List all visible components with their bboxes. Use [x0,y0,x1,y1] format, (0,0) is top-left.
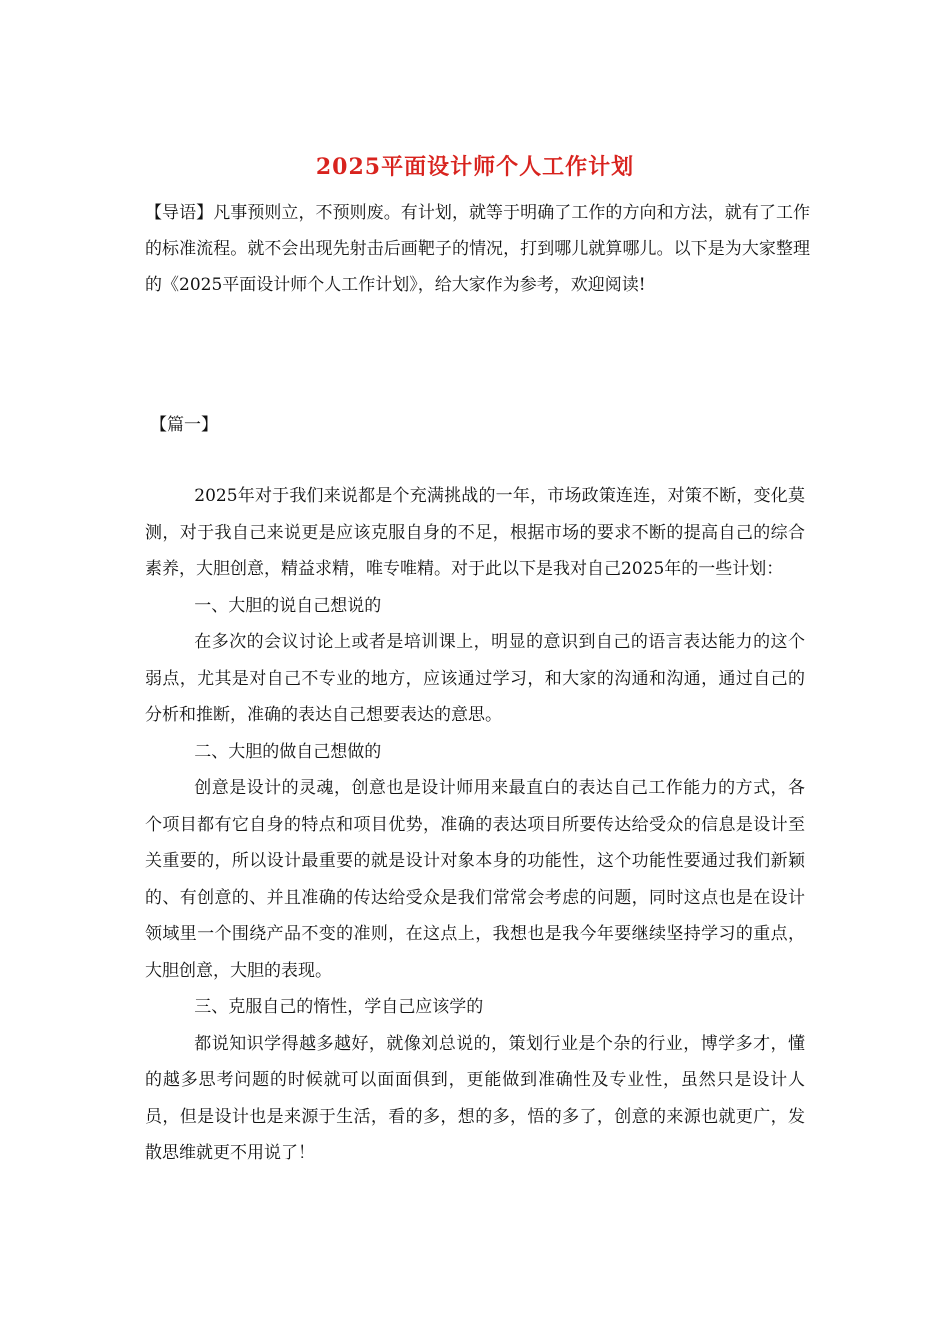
document-title: 2025平面设计师个人工作计划 [315,154,635,180]
section-heading: 一、大胆的说自己想说的 [194,595,382,616]
paragraph: 2025年对于我们来说都是个充满挑战的一年，市场政策连连，对策不断，变化莫测，对于我自己来说更是应该克服自身的不足，根据市场的要求不断的提高自己的综合素养，大胆创意，精益求精，唯专唯精。对于此以下是我对自己2025年的一些计划： [145,486,805,579]
section-heading: 二、大胆的做自己想做的 [194,741,382,762]
paragraph: 创意是设计的灵魂，创意也是设计师用来最直白的表达自己工作能力的方式，各个项目都有它自身的特点和项目优势，准确的表达项目所要传达给受众的信息是设计至关重要的，所以设计最重要的就是设计对象本身的功能性，这个功能性要通过我们新颖的、有创意的、并且准确的传达给受众是我们常常会考虑的问题，同时这点也是在设计领域里一个围绕产品不变的准则，在这点上，我想也是我今年要继续坚持学习的重点，大胆创意，大胆的表现。 [145,778,805,981]
section-heading: 三、克服自己的惰性，学自己应该学的 [194,997,484,1017]
intro-paragraph: 【导语】凡事预则立，不预则废。有计划，就等于明确了工作的方向和方法，就有了工作的标准流程。就不会出现先射击后画靶子的情况，打到哪儿就算哪儿。以下是为大家整理的《2025平面设计师个人工作计划》，给大家作为参考，欢迎阅读! [145,203,810,295]
body-text [145,478,805,1172]
paragraph: 在多次的会议讨论上或者是培训课上，明显的意识到自己的语言表达能力的这个弱点，尤其是对自己不专业的地方，应该通过学习，和大家的沟通和沟通，通过自己的分析和推断，准确的表达自己想要表达的意思。 [145,632,805,725]
paragraph: 都说知识学得越多越好，就像刘总说的，策划行业是个杂的行业，博学多才，懂的越多思考问题的时候就可以面面俱到，更能做到准确性及专业性，虽然只是设计人员，但是设计也是来源于生活，看的多，想的多，悟的多了，创意的来源也就更广，发散思维就更不用说了！ [145,1033,805,1163]
section-label: 【篇一】 [150,415,218,435]
